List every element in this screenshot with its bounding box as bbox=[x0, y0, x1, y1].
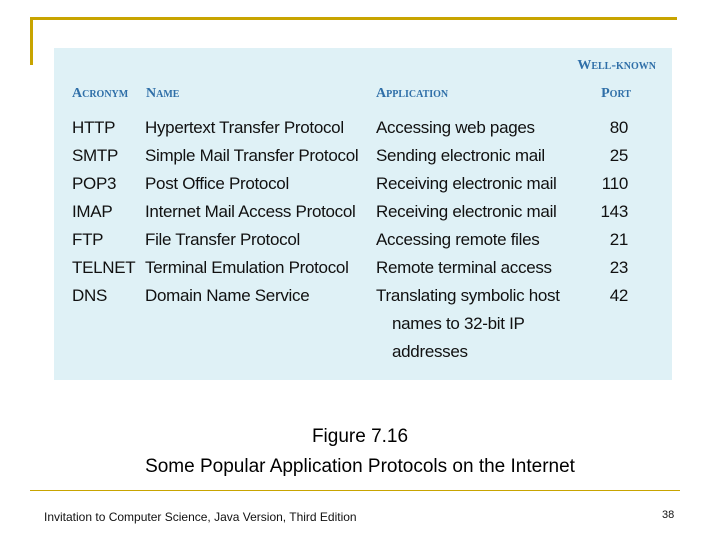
top-border-line bbox=[30, 17, 677, 20]
cell-port: 110 bbox=[601, 174, 628, 193]
cell-application: Sending electronic mail bbox=[376, 146, 545, 165]
cell-application: Receiving electronic mail bbox=[376, 174, 557, 193]
cell-name: Internet Mail Access Protocol bbox=[145, 202, 356, 221]
header-application: Application bbox=[376, 86, 449, 101]
cell-port: 21 bbox=[609, 230, 628, 249]
cell-application: Remote terminal access bbox=[376, 258, 552, 277]
cell-application: names to 32-bit IP bbox=[392, 314, 525, 333]
cell-application: Accessing remote files bbox=[376, 230, 540, 249]
cell-name: Domain Name Service bbox=[145, 286, 310, 305]
header-name: Name bbox=[146, 86, 180, 101]
header-port-line1: Well-known bbox=[577, 58, 656, 73]
cell-acronym: DNS bbox=[72, 286, 107, 305]
protocol-table bbox=[54, 48, 672, 380]
cell-acronym: IMAP bbox=[72, 202, 113, 221]
cell-acronym: HTTP bbox=[72, 118, 116, 137]
cell-port: 143 bbox=[600, 202, 628, 221]
cell-name: Simple Mail Transfer Protocol bbox=[145, 146, 359, 165]
cell-port: 25 bbox=[609, 146, 628, 165]
cell-name: File Transfer Protocol bbox=[145, 230, 300, 249]
cell-port: 42 bbox=[609, 286, 628, 305]
cell-application: Translating symbolic host bbox=[376, 286, 560, 305]
cell-name: Terminal Emulation Protocol bbox=[145, 258, 349, 277]
cell-port: 80 bbox=[609, 118, 628, 137]
cell-acronym: TELNET bbox=[72, 258, 136, 277]
cell-acronym: FTP bbox=[72, 230, 104, 249]
cell-port: 23 bbox=[609, 258, 628, 277]
left-border-line bbox=[30, 17, 33, 65]
footer-book-title: Invitation to Computer Science, Java Version, Third Edition bbox=[44, 510, 357, 524]
figure-number: Figure 7.16 bbox=[311, 426, 409, 447]
cell-application: addresses bbox=[392, 342, 468, 361]
cell-acronym: POP3 bbox=[72, 174, 117, 193]
cell-name: Post Office Protocol bbox=[145, 174, 289, 193]
cell-application: Accessing web pages bbox=[376, 118, 535, 137]
header-acronym: Acronym bbox=[72, 86, 129, 101]
header-port-line2: Port bbox=[601, 86, 631, 101]
figure-title: Some Popular Application Protocols on the Internet bbox=[145, 456, 575, 477]
page-number: 38 bbox=[662, 509, 675, 521]
footer-divider bbox=[30, 490, 680, 491]
cell-name: Hypertext Transfer Protocol bbox=[145, 118, 344, 137]
cell-application: Receiving electronic mail bbox=[376, 202, 557, 221]
cell-acronym: SMTP bbox=[72, 146, 119, 165]
